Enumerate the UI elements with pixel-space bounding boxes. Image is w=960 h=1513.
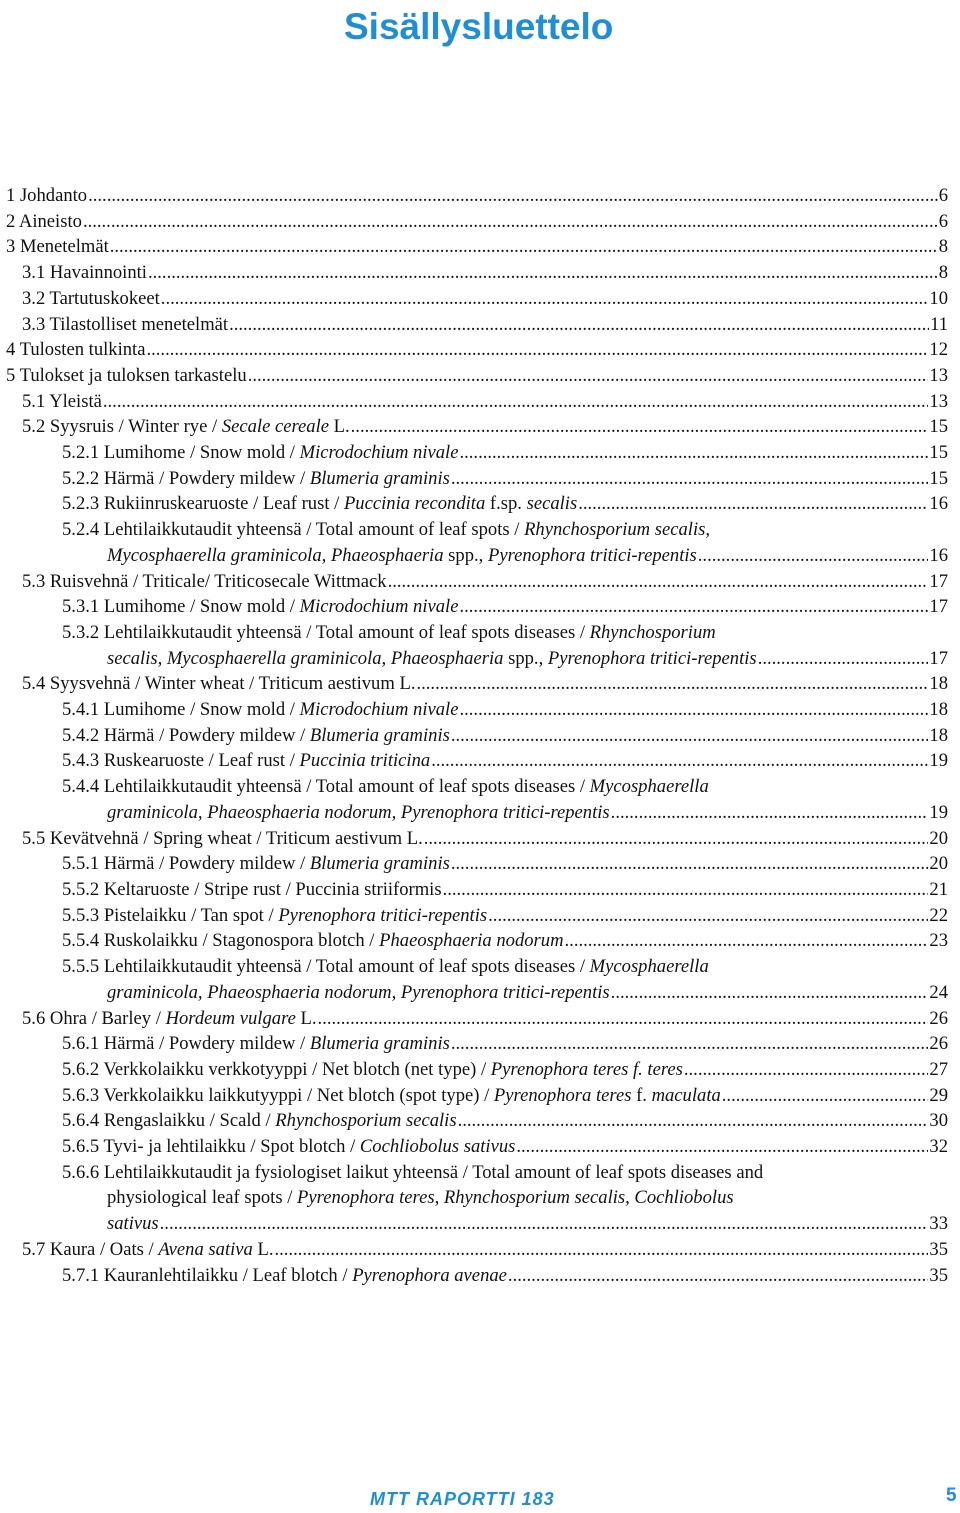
- table-of-contents: [0, 183, 948, 1288]
- toc-text: 3 Menetelmät: [6, 236, 109, 258]
- toc-text: Rhynchosporium secalis,: [524, 519, 710, 541]
- toc-entry-label: [6, 337, 145, 363]
- footer-brand: MTT RAPORTTI 183: [370, 1489, 555, 1509]
- toc-text: Rhynchosporium: [589, 621, 716, 643]
- toc-text: Pyrenophora tritici-repentis: [487, 544, 697, 566]
- toc-text: physiological leaf spots /: [107, 1187, 298, 1209]
- toc-entry[interactable]: [0, 1006, 948, 1032]
- toc-text: 1 Johdanto: [6, 185, 88, 206]
- toc-entry[interactable]: [0, 1237, 948, 1263]
- toc-entry[interactable]: [0, 594, 948, 620]
- toc-entry-label: [22, 569, 387, 595]
- toc-page-number: 16: [929, 493, 948, 515]
- toc-entry[interactable]: [0, 1057, 948, 1083]
- toc-page-number: 19: [929, 750, 948, 772]
- toc-entry-label: [62, 1108, 457, 1134]
- toc-entry-label: [107, 543, 697, 569]
- toc-text: Avena sativa: [158, 1238, 253, 1260]
- toc-text: 5.4.2 Härmä / Powdery mildew /: [62, 724, 310, 746]
- dot-leader: [110, 234, 938, 260]
- toc-text: 5.2.2 Härmä / Powdery mildew /: [62, 467, 310, 489]
- toc-entry[interactable]: [0, 466, 948, 492]
- toc-page-number: 32: [929, 1136, 948, 1158]
- toc-entry-label: [62, 594, 458, 620]
- toc-text: f.: [631, 1084, 652, 1106]
- toc-text: Pyrenophora teres: [493, 1084, 632, 1106]
- toc-entry-label: [6, 234, 109, 260]
- toc-entry-label: [22, 414, 350, 440]
- toc-text: 5.3.2 Lehtilaikkutaudit yhteensä / Total amount of leaf spots diseases /: [62, 621, 590, 643]
- dot-leader: [684, 1057, 929, 1083]
- toc-text: Microdochium nivale: [299, 596, 459, 618]
- toc-page-number: 8: [938, 236, 948, 258]
- toc-page-number: 10: [929, 287, 948, 309]
- toc-text: secalis, Mycosphaerella graminicola, Phaeosphaeria: [107, 647, 504, 669]
- toc-text: 3.3 Tilastolliset menetelmät: [22, 313, 229, 335]
- toc-entry-label: [6, 183, 87, 209]
- toc-text: Pyrenophora teres, Rhynchosporium secalis, Cochliobolus: [297, 1187, 734, 1209]
- dot-leader: [459, 697, 928, 723]
- toc-text: 5 Tulokset ja tuloksen tarkastelu: [6, 364, 247, 386]
- toc-entry-label: [62, 877, 442, 903]
- dot-leader: [318, 1006, 929, 1032]
- dot-leader: [351, 414, 929, 440]
- toc-text: Mycosphaerella: [589, 956, 709, 978]
- dot-leader: [508, 1263, 928, 1289]
- toc-page-number: 26: [929, 1033, 948, 1055]
- toc-text: Mycosphaerella graminicola, Phaeosphaeria: [107, 544, 444, 566]
- toc-entry-label: [6, 363, 247, 389]
- toc-text: L.: [295, 1007, 317, 1029]
- toc-text: Puccinia recondita: [343, 493, 486, 515]
- toc-page-number: 17: [929, 647, 948, 669]
- toc-entry-line: [0, 954, 948, 980]
- toc-text: 5.2.3 Rukiinruskearuoste / Leaf rust /: [62, 493, 344, 515]
- dot-leader: [698, 543, 929, 569]
- dot-leader: [416, 671, 928, 697]
- toc-entry-label: [22, 389, 102, 415]
- dot-leader: [146, 337, 928, 363]
- dot-leader: [451, 851, 929, 877]
- toc-entry[interactable]: [0, 491, 948, 517]
- toc-page-number: 15: [929, 442, 948, 464]
- toc-page-number: 18: [929, 699, 948, 721]
- toc-entry-label: [62, 1057, 683, 1083]
- toc-text: 2 Aineisto: [6, 210, 82, 232]
- toc-entry-label: [62, 903, 487, 929]
- toc-entry-label: [62, 697, 458, 723]
- toc-entry[interactable]: [0, 1083, 948, 1109]
- toc-entry-label: [62, 748, 430, 774]
- toc-page-number: 23: [929, 930, 948, 952]
- dot-leader: [103, 389, 929, 415]
- dot-leader: [161, 286, 929, 312]
- toc-entry[interactable]: [0, 1263, 948, 1289]
- dot-leader: [459, 594, 928, 620]
- toc-entry-label: [62, 1263, 507, 1289]
- toc-page-number: 27: [929, 1058, 948, 1080]
- toc-text: 5.2.4 Lehtilaikkutaudit yhteensä / Total amount of leaf spots /: [62, 519, 525, 541]
- dot-leader: [274, 1237, 928, 1263]
- dot-leader: [83, 209, 938, 235]
- toc-text: Mycosphaerella: [589, 776, 709, 798]
- toc-entry[interactable]: [0, 1108, 948, 1134]
- toc-text: graminicola, Phaeosphaeria nodorum, Pyrenophora tritici-repentis: [107, 801, 610, 823]
- toc-entry-label: [22, 1237, 273, 1263]
- toc-entry-label: [6, 209, 82, 235]
- toc-page-number: 13: [929, 364, 948, 386]
- toc-text: 3.1 Havainnointi: [22, 262, 147, 284]
- toc-entry[interactable]: [0, 209, 948, 235]
- toc-entry-label: [22, 286, 160, 312]
- toc-entry[interactable]: [0, 954, 948, 1005]
- toc-entry[interactable]: [0, 286, 948, 312]
- dot-leader: [578, 491, 928, 517]
- toc-entry[interactable]: [0, 748, 948, 774]
- dot-leader: [611, 980, 929, 1006]
- toc-text: 5.4.1 Lumihome / Snow mold /: [62, 699, 300, 721]
- dot-leader: [431, 748, 928, 774]
- footer-page-number: 5: [946, 1485, 957, 1506]
- toc-page-number: 17: [929, 570, 948, 592]
- toc-text: 5.5.5 Lehtilaikkutaudit yhteensä / Total amount of leaf spots diseases /: [62, 956, 590, 978]
- toc-page-number: 6: [938, 210, 948, 232]
- toc-text: L.: [252, 1238, 274, 1260]
- dot-leader: [248, 363, 929, 389]
- toc-text: Cochliobolus sativus: [359, 1136, 516, 1158]
- toc-text: L.: [329, 416, 350, 438]
- dot-leader: [611, 800, 929, 826]
- toc-entry-label: [22, 1006, 317, 1032]
- toc-entry-label: [107, 800, 610, 826]
- toc-entry[interactable]: [0, 697, 948, 723]
- toc-entry-label: [22, 260, 147, 286]
- toc-entry-line: [0, 620, 948, 646]
- dot-leader: [424, 826, 929, 852]
- toc-entry[interactable]: [0, 1031, 948, 1057]
- toc-text: Rhynchosporium secalis: [275, 1110, 457, 1132]
- toc-text: Hordeum vulgare: [165, 1007, 296, 1029]
- toc-entry-line: [0, 1160, 948, 1186]
- toc-text: 5.6.2 Verkkolaikku verkkotyyppi / Net blotch (net type) /: [62, 1058, 491, 1080]
- toc-text: sativus: [107, 1213, 159, 1235]
- toc-entry[interactable]: [0, 774, 948, 825]
- toc-entry-label: [107, 646, 757, 672]
- dot-leader: [148, 260, 938, 286]
- toc-page-number: 26: [929, 1007, 948, 1029]
- toc-page-number: 33: [929, 1213, 948, 1235]
- toc-text: 5.3.1 Lumihome / Snow mold /: [62, 596, 300, 618]
- dot-leader: [459, 440, 928, 466]
- toc-text: 5.7 Kaura / Oats /: [22, 1238, 159, 1260]
- toc-text: 5.4 Syysvehnä / Winter wheat / Triticum aestivum L.: [22, 673, 416, 695]
- toc-text: f.sp.: [485, 493, 527, 515]
- toc-text: secalis: [526, 493, 578, 515]
- toc-text: 5.4.4 Lehtilaikkutaudit yhteensä / Total amount of leaf spots diseases /: [62, 776, 590, 798]
- toc-page-number: 20: [929, 827, 948, 849]
- toc-text: maculata: [651, 1084, 721, 1106]
- toc-text: 5.2 Syysruis / Winter rye /: [22, 416, 222, 438]
- toc-entry-line: [0, 1185, 948, 1211]
- toc-page-number: 18: [929, 724, 948, 746]
- toc-text: Pyrenophora avenae: [352, 1264, 507, 1286]
- toc-text: 5.6.5 Tyvi- ja lehtilaikku / Spot blotch /: [62, 1136, 360, 1158]
- toc-entry-line: [0, 774, 948, 800]
- dot-leader: [388, 569, 929, 595]
- toc-entry-label: [62, 1134, 515, 1160]
- dot-leader: [451, 466, 929, 492]
- dot-leader: [722, 1083, 929, 1109]
- toc-text: Blumeria graminis: [309, 853, 450, 875]
- toc-entry[interactable]: [0, 183, 948, 209]
- toc-entry[interactable]: [0, 363, 948, 389]
- toc-entry[interactable]: [0, 903, 948, 929]
- toc-page-number: 21: [929, 878, 948, 900]
- toc-entry[interactable]: [0, 928, 948, 954]
- toc-page-number: 16: [929, 544, 948, 566]
- toc-entry-label: [62, 440, 458, 466]
- toc-text: 5.5.3 Pistelaikku / Tan spot /: [62, 904, 279, 926]
- toc-text: 5.5 Kevätvehnä / Spring wheat / Triticum aestivum L.: [22, 827, 423, 849]
- toc-entry-line: [0, 517, 948, 543]
- toc-text: spp.,: [443, 544, 488, 566]
- toc-entry[interactable]: [0, 260, 948, 286]
- toc-text: spp.,: [503, 647, 548, 669]
- toc-text: 5.6.4 Rengaslaikku / Scald /: [62, 1110, 276, 1132]
- toc-text: 3.2 Tartutuskokeet: [22, 287, 160, 309]
- toc-entry-label: [22, 826, 423, 852]
- toc-text: 5.5.2 Keltaruoste / Stripe rust / Puccinia striiformis: [62, 878, 442, 900]
- toc-entry-label: [107, 1211, 159, 1237]
- toc-text: 5.6.1 Härmä / Powdery mildew /: [62, 1033, 310, 1055]
- toc-text: 5.6.6 Lehtilaikkutaudit ja fysiologiset laikut yhteensä / Total amount of leaf spots diseases and: [62, 1161, 764, 1183]
- toc-entry[interactable]: [0, 234, 948, 260]
- toc-text: Microdochium nivale: [299, 442, 459, 464]
- toc-entry-label: [62, 928, 564, 954]
- toc-page-number: 17: [929, 596, 948, 618]
- toc-text: 5.2.1 Lumihome / Snow mold /: [62, 442, 300, 464]
- dot-leader: [565, 928, 929, 954]
- dot-leader: [88, 183, 938, 209]
- toc-page-number: 15: [929, 467, 948, 489]
- toc-entry[interactable]: [0, 389, 948, 415]
- toc-page-number: 11: [930, 313, 948, 335]
- toc-entry-label: [62, 1031, 450, 1057]
- toc-text: Blumeria graminis: [309, 467, 450, 489]
- toc-entry-label: [22, 312, 228, 338]
- toc-page-number: 24: [929, 981, 948, 1003]
- toc-entry-label: [22, 671, 415, 697]
- toc-page-number: 12: [929, 339, 948, 361]
- toc-text: Phaeosphaeria nodorum: [379, 930, 564, 952]
- toc-entry[interactable]: [0, 723, 948, 749]
- toc-text: 4 Tulosten tulkinta: [6, 339, 146, 361]
- toc-entry-label: [107, 980, 610, 1006]
- toc-text: Secale cereale: [221, 416, 329, 438]
- dot-leader: [488, 903, 928, 929]
- toc-entry-label: [62, 491, 577, 517]
- toc-entry[interactable]: [0, 312, 948, 338]
- dot-leader: [160, 1211, 929, 1237]
- toc-page-number: 6: [938, 185, 948, 206]
- toc-entry[interactable]: [0, 337, 948, 363]
- toc-page-number: 22: [929, 904, 948, 926]
- toc-text: Pyrenophora teres f. teres: [490, 1058, 683, 1080]
- toc-text: Blumeria graminis: [309, 1033, 450, 1055]
- toc-entry[interactable]: [0, 569, 948, 595]
- toc-page-number: 13: [929, 390, 948, 412]
- toc-entry[interactable]: [0, 1160, 948, 1237]
- toc-text: 5.6.3 Verkkolaikku laikkutyyppi / Net blotch (spot type) /: [62, 1084, 494, 1106]
- toc-entry[interactable]: [0, 671, 948, 697]
- toc-page-number: 35: [929, 1264, 948, 1286]
- toc-text: 5.5.4 Ruskolaikku / Stagonospora blotch /: [62, 930, 380, 952]
- toc-entry[interactable]: [0, 440, 948, 466]
- dot-leader: [443, 877, 929, 903]
- toc-page-number: 8: [938, 262, 948, 284]
- toc-text: 5.6 Ohra / Barley /: [22, 1007, 166, 1029]
- toc-text: Puccinia triticina: [299, 750, 431, 772]
- toc-entry[interactable]: [0, 851, 948, 877]
- toc-page-number: 30: [929, 1110, 948, 1132]
- toc-entry-label: [62, 1083, 721, 1109]
- toc-entry[interactable]: [0, 517, 948, 568]
- toc-page-number: 35: [929, 1238, 948, 1260]
- dot-leader: [758, 646, 929, 672]
- toc-text: Blumeria graminis: [309, 724, 450, 746]
- toc-text: Pyrenophora tritici-repentis: [278, 904, 488, 926]
- toc-text: graminicola, Phaeosphaeria nodorum, Pyrenophora tritici-repentis: [107, 981, 610, 1003]
- toc-entry[interactable]: [0, 414, 948, 440]
- dot-leader: [229, 312, 929, 338]
- page-title: Sisällysluettelo: [344, 6, 614, 47]
- toc-text: 5.5.1 Härmä / Powdery mildew /: [62, 853, 310, 875]
- dot-leader: [451, 1031, 929, 1057]
- toc-text: Pyrenophora tritici-repentis: [547, 647, 757, 669]
- toc-text: 5.1 Yleistä: [22, 390, 102, 412]
- toc-page-number: 18: [929, 673, 948, 695]
- toc-text: 5.3 Ruisvehnä / Triticale/ Triticosecale Wittmack: [22, 570, 387, 592]
- toc-text: 5.7.1 Kauranlehtilaikku / Leaf blotch /: [62, 1264, 353, 1286]
- toc-text: Microdochium nivale: [299, 699, 459, 721]
- toc-page-number: 15: [929, 416, 948, 438]
- toc-entry[interactable]: [0, 826, 948, 852]
- toc-entry-label: [62, 723, 450, 749]
- toc-entry-label: [62, 851, 450, 877]
- toc-entry[interactable]: [0, 1134, 948, 1160]
- dot-leader: [451, 723, 929, 749]
- toc-entry[interactable]: [0, 620, 948, 671]
- dot-leader: [458, 1108, 929, 1134]
- toc-page-number: 19: [929, 801, 948, 823]
- toc-entry-label: [62, 466, 450, 492]
- toc-page-number: 29: [929, 1084, 948, 1106]
- dot-leader: [516, 1134, 928, 1160]
- toc-entry[interactable]: [0, 877, 948, 903]
- toc-text: 5.4.3 Ruskearuoste / Leaf rust /: [62, 750, 300, 772]
- toc-page-number: 20: [929, 853, 948, 875]
